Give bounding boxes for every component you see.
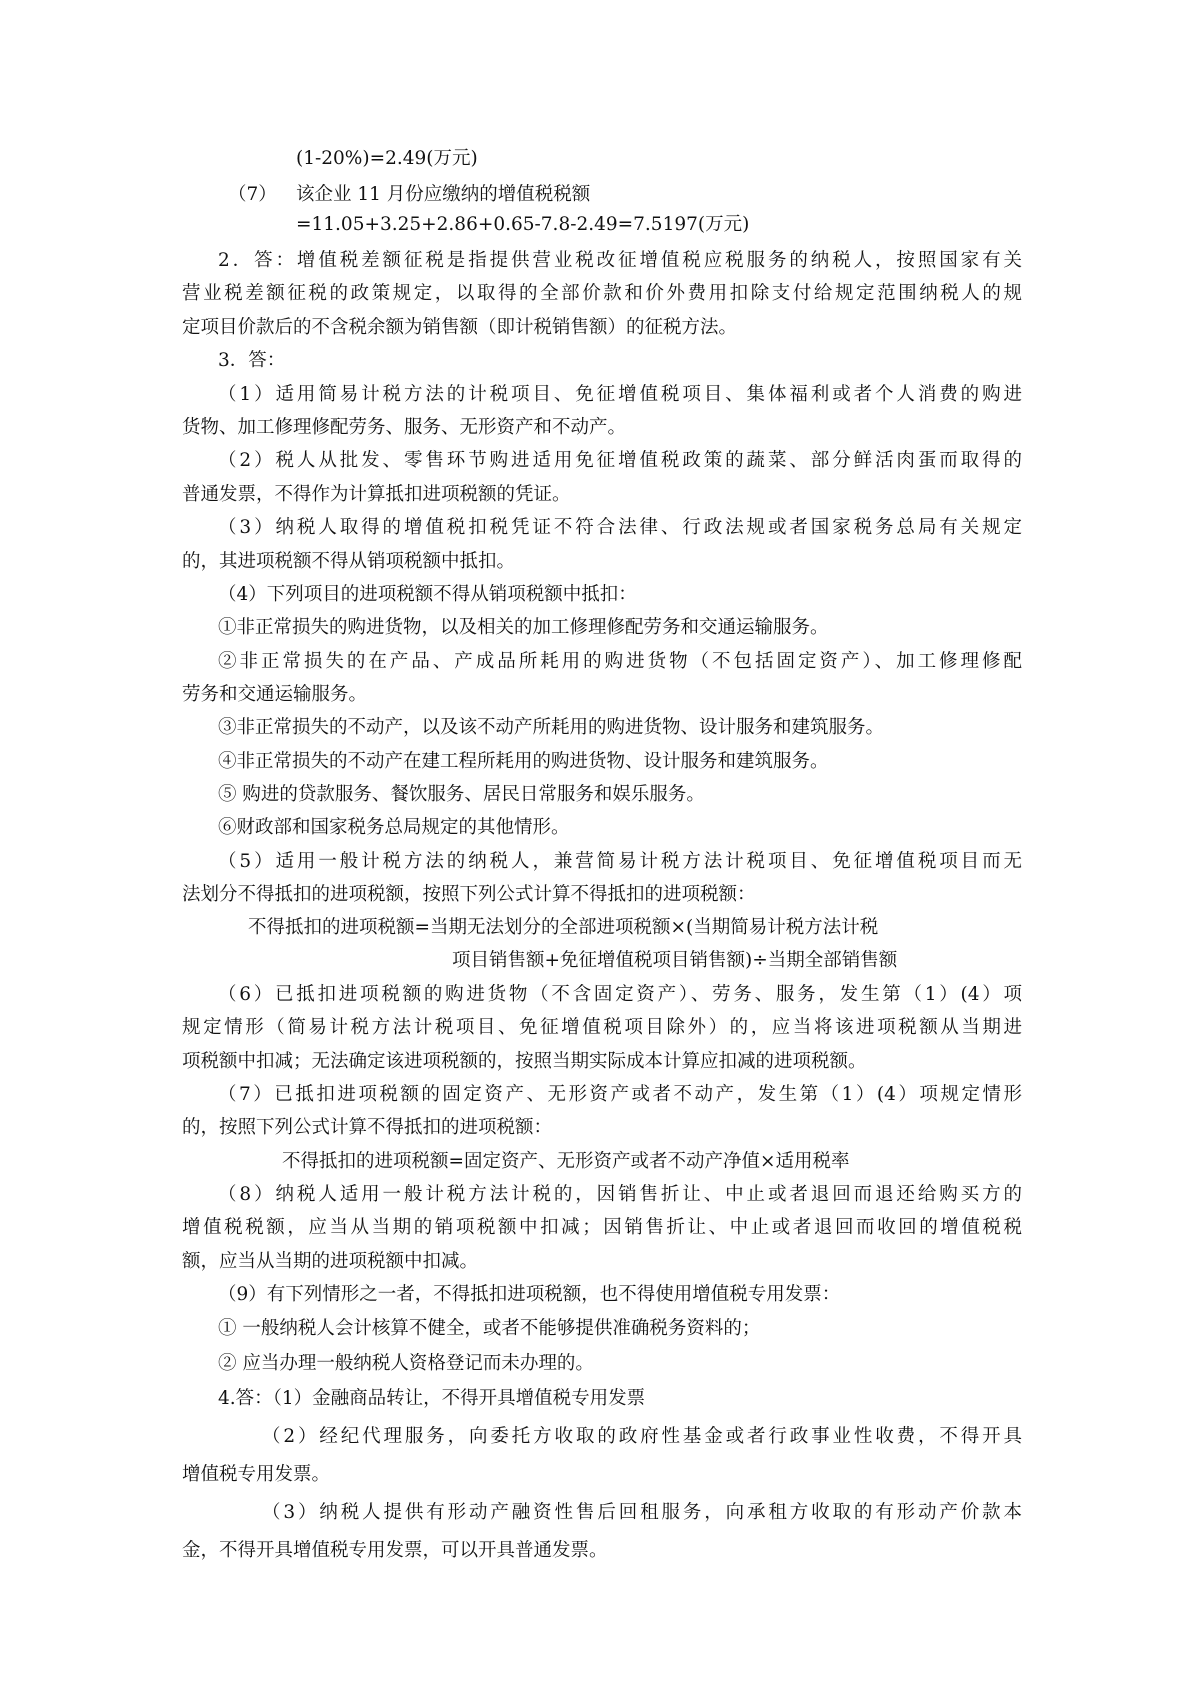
- paragraph-line: （3）纳税人提供有形动产融资性售后回租服务，向承租方收取的有形动产价款本: [262, 1502, 1022, 1523]
- paragraph-line: 营业税差额征税的政策规定，以取得的全部价款和价外费用扣除支付给规定范围纳税人的规: [182, 283, 1022, 304]
- paragraph-line: （5）适用一般计税方法的纳税人，兼营简易计税方法计税项目、免征增值税项目而无: [218, 851, 1022, 872]
- paragraph-line: 2．答：增值税差额征税是指提供营业税改征增值税应税服务的纳税人，按照国家有关: [218, 250, 1022, 271]
- paragraph-line: （1）适用简易计税方法的计税项目、免征增值税项目、集体福利或者个人消费的购进: [218, 384, 1022, 405]
- paragraph-line: （3）纳税人取得的增值税扣税凭证不符合法律、行政法规或者国家税务总局有关规定: [218, 517, 1022, 538]
- answer-heading: 3．答：: [218, 350, 286, 371]
- formula-line: =11.05+3.25+2.86+0.65-7.8-2.49=7.5197(万元): [296, 214, 750, 235]
- text-line: 该企业 11 月份应缴纳的增值税税额: [296, 184, 591, 205]
- list-item: ③非正常损失的不动产，以及该不动产所耗用的购进货物、设计服务和建筑服务。: [218, 717, 885, 738]
- list-item: ④非正常损失的不动产在建工程所耗用的购进货物、设计服务和建筑服务。: [218, 751, 829, 772]
- paragraph-line: （6）已抵扣进项税额的购进货物（不含固定资产）、劳务、服务，发生第（1）(4）项: [218, 984, 1022, 1005]
- list-item: 劳务和交通运输服务。: [182, 684, 368, 705]
- list-item: ②非正常损失的在产品、产成品所耗用的购进货物（不包括固定资产）、加工修理修配: [218, 651, 1022, 672]
- list-item: ① 一般纳税人会计核算不健全，或者不能够提供准确税务资料的；: [218, 1318, 761, 1339]
- formula-line: 不得抵扣的进项税额=当期无法划分的全部进项税额×(当期简易计税方法计税: [248, 917, 879, 938]
- formula-line: 项目销售额+免征增值税项目销售额)÷当期全部销售额: [452, 950, 898, 971]
- paragraph-line: （7）已抵扣进项税额的固定资产、无形资产或者不动产，发生第（1）(4）项规定情形: [218, 1084, 1022, 1105]
- paragraph-line: 增值税专用发票。: [182, 1464, 331, 1485]
- paragraph-line: （2）税人从批发、零售环节购进适用免征增值税政策的蔬菜、部分鲜活肉蛋而取得的: [218, 450, 1022, 471]
- paragraph-line: （4）下列项目的进项税额不得从销项税额中抵扣：: [218, 584, 637, 605]
- paragraph-line: 规定情形（简易计税方法计税项目、免征增值税项目除外）的，应当将该进项税额从当期进: [182, 1017, 1022, 1038]
- paragraph-line: 定项目价款后的不含税余额为销售额（即计税销售额）的征税方法。: [182, 317, 738, 338]
- text-line: (1-20%)=2.49(万元): [296, 148, 478, 169]
- item-number: （7）: [228, 184, 277, 205]
- list-item: ⑤ 购进的贷款服务、餐饮服务、居民日常服务和娱乐服务。: [218, 784, 705, 805]
- paragraph-line: 的，按照下列公式计算不得抵扣的进项税额：: [182, 1117, 553, 1138]
- paragraph-line: （9）有下列情形之一者，不得抵扣进项税额，也不得使用增值税专用发票：: [218, 1284, 841, 1305]
- list-item: ①非正常损失的购进货物，以及相关的加工修理修配劳务和交通运输服务。: [218, 617, 829, 638]
- list-item: ② 应当办理一般纳税人资格登记而未办理的。: [218, 1353, 594, 1374]
- paragraph-line: 增值税税额，应当从当期的销项税额中扣减；因销售折让、中止或者退回而收回的增值税税: [182, 1217, 1022, 1238]
- paragraph-line: （2）经纪代理服务，向委托方收取的政府性基金或者行政事业性收费，不得开具: [262, 1426, 1022, 1447]
- list-item: ⑥财政部和国家税务总局规定的其他情形。: [218, 817, 570, 838]
- paragraph-line: 货物、加工修理修配劳务、服务、无形资产和不动产。: [182, 417, 627, 438]
- formula-line: 不得抵扣的进项税额=固定资产、无形资产或者不动产净值×适用税率: [282, 1151, 850, 1172]
- paragraph-line: 项税额中扣减；无法确定该进项税额的，按照当期实际成本计算应扣减的进项税额。: [182, 1051, 867, 1072]
- paragraph-line: 金，不得开具增值税专用发票，可以开具普通发票。: [182, 1540, 608, 1561]
- answer-heading: 4.答：（1）金融商品转让，不得开具增值税专用发票: [218, 1388, 646, 1409]
- paragraph-line: 法划分不得抵扣的进项税额，按照下列公式计算不得抵扣的进项税额：: [182, 884, 756, 905]
- paragraph-line: 普通发票，不得作为计算抵扣进项税额的凭证。: [182, 484, 571, 505]
- paragraph-line: 的，其进项税额不得从销项税额中抵扣。: [182, 551, 516, 572]
- paragraph-line: （8）纳税人适用一般计税方法计税的，因销售折让、中止或者退回而退还给购买方的: [218, 1184, 1022, 1205]
- paragraph-line: 额，应当从当期的进项税额中扣减。: [182, 1251, 479, 1272]
